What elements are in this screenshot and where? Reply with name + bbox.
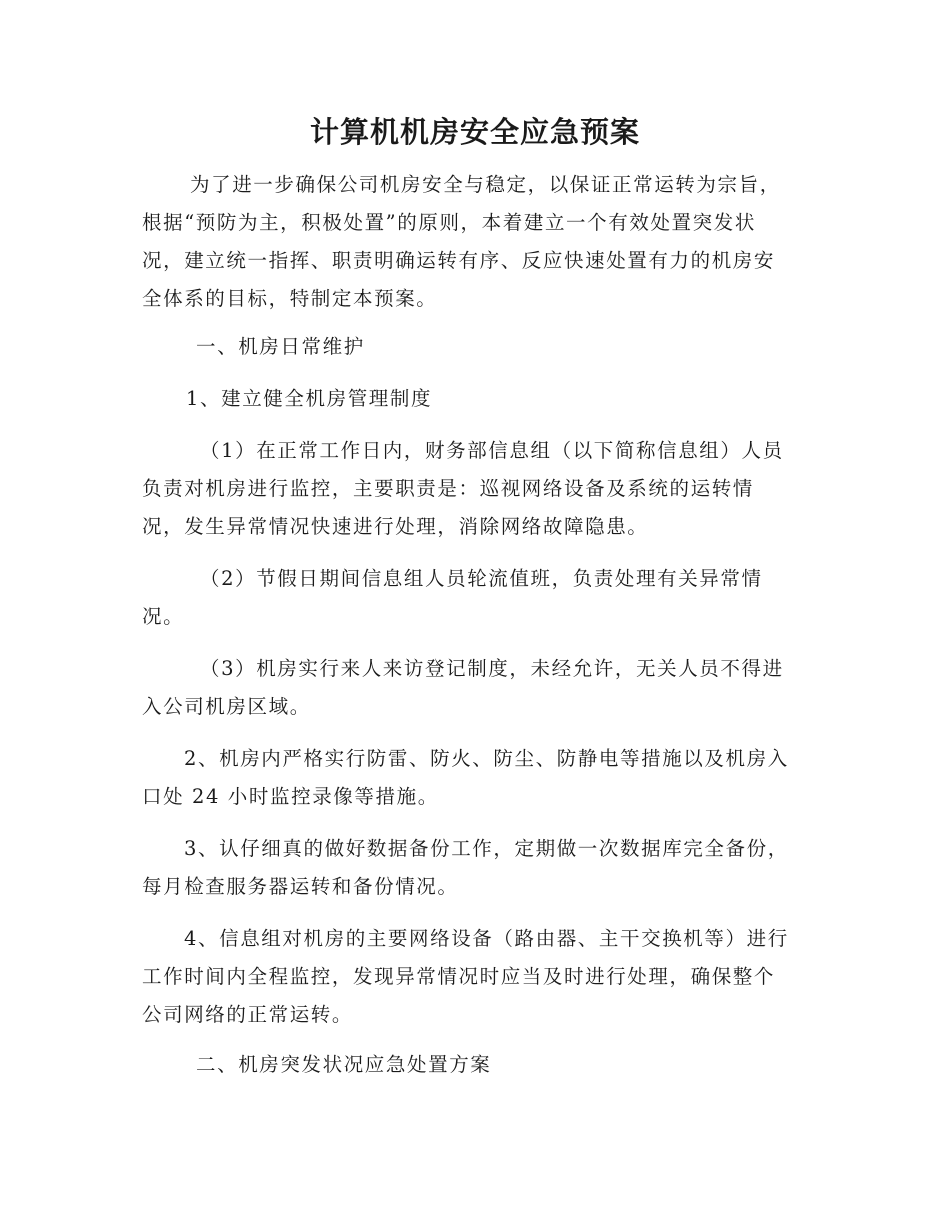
item1-sub1-paragraph [142, 432, 810, 546]
intro-line: 根据“预防为主，积极处置”的原则，本着建立一个有效处置突发状 [142, 211, 756, 234]
intro-line: 全体系的目标，特制定本预案。 [142, 287, 438, 310]
paragraph-line: 公司网络的正常运转。 [142, 1003, 354, 1026]
item1-sub3-paragraph [142, 650, 810, 726]
section-heading-2: 二、机房突发状况应急处置方案 [196, 1053, 492, 1076]
paragraph-line: 口处 24 小时监控录像等措施。 [142, 785, 439, 808]
paragraph-line: （1）在正常工作日内，财务部信息组（以下简称信息组）人员 [200, 439, 784, 462]
item3-paragraph [142, 830, 810, 906]
paragraph-line: 况。 [142, 605, 185, 628]
paragraph-line: 每月检查服务器运转和备份情况。 [142, 875, 459, 898]
intro-line: 为了进一步确保公司机房安全与稳定，以保证正常运转为宗旨， [190, 173, 781, 196]
intro-line: 况，建立统一指挥、职责明确运转有序、反应快速处置有力的机房安 [142, 249, 776, 272]
paragraph-line: 2、机房内严格实行防雷、防火、防尘、防静电等措施以及机房入 [184, 747, 789, 770]
item2-paragraph [142, 740, 810, 816]
paragraph-line: 3、认仔细真的做好数据备份工作，定期做一次数据库完全备份， [184, 837, 789, 860]
paragraph-line: 负责对机房进行监控，主要职责是：巡视网络设备及系统的运转情 [142, 477, 754, 500]
paragraph-line: （2）节假日期间信息组人员轮流值班，负责处理有关异常情 [200, 567, 763, 590]
document-title: 计算机机房安全应急预案 [309, 115, 640, 149]
paragraph-line: 4、信息组对机房的主要网络设备（路由器、主干交换机等）进行 [184, 927, 789, 950]
section-heading-1: 一、机房日常维护 [196, 335, 365, 358]
paragraph-line: 工作时间内全程监控，发现异常情况时应当及时进行处理，确保整个 [142, 965, 776, 988]
paragraph-line: 入公司机房区域。 [142, 695, 311, 718]
item1-sub2-paragraph [142, 560, 810, 636]
paragraph-line: （3）机房实行来人来访登记制度，未经允许，无关人员不得进 [200, 657, 784, 680]
item-heading-1: 1、建立健全机房管理制度 [186, 387, 433, 410]
item4-paragraph [142, 920, 810, 1034]
paragraph-line: 况，发生异常情况快速进行处理，消除网络故障隐患。 [142, 515, 649, 538]
intro-paragraph [142, 166, 810, 318]
